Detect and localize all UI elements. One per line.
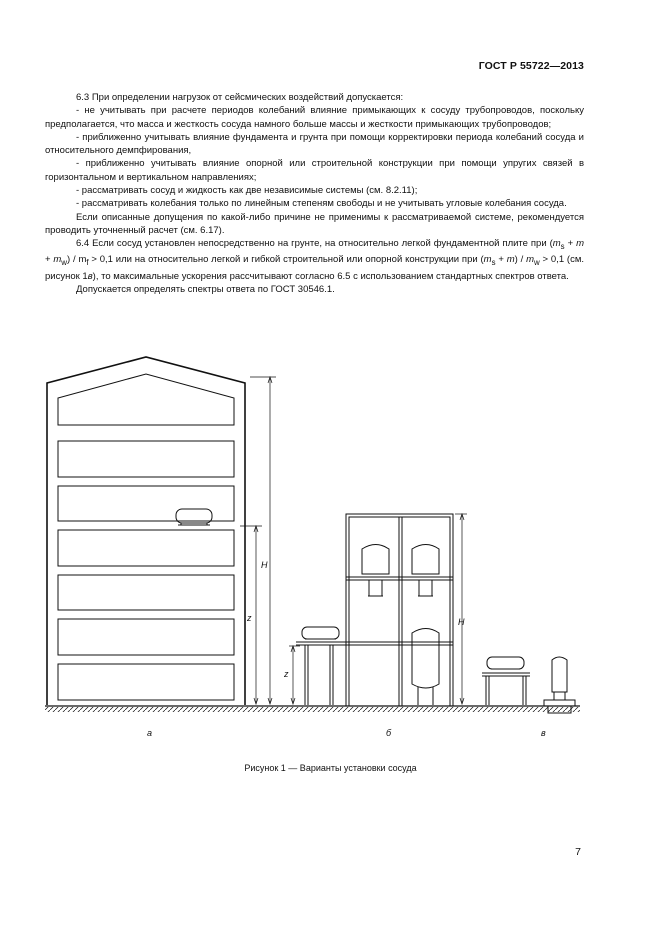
list-item: - рассматривать сосуд и жидкость как две независимые системы (см. 8.2.11);	[76, 185, 418, 197]
building-a	[47, 357, 276, 705]
list-item: - рассматривать колебания только по линейным степеням свободы и не учитывать угловые колебания сосуда.	[76, 198, 567, 210]
vessel-vertical-upper-left	[362, 545, 389, 597]
dimension-label-z: z	[247, 613, 252, 623]
section-6-3-intro: 6.3 При определении нагрузок от сейсмических воздействий допускается:	[76, 92, 404, 103]
vessel-horizontal	[176, 509, 212, 525]
vessel-vertical-upper-right	[412, 545, 439, 597]
document-header: ГОСТ Р 55722—2013	[478, 60, 584, 72]
vessel-vertical-lower	[412, 629, 439, 706]
list-item: - приближенно учитывать влияние фундамента и грунта при помощи корректировки периода колебаний сосуда и относительного демпфирования,	[45, 131, 584, 157]
list-item: - не учитывать при расчете периодов колебаний влияние примыкающих к сосуду трубопроводов, поскольку предполагается, что масса и жесткость сосуда намного больше массы и жесткости примыкающих трубопроводов;	[45, 105, 584, 130]
figure-caption: Рисунок 1 — Варианты установки сосуда	[244, 763, 417, 773]
section-6-4-paragraph: 6.4 Если сосуд установлен непосредственно на грунте, на относительно легкой фундаментной плите при $(m_s + m + m_w) / m_f > 0,1$ или на относительно легкой и гибкой строительной или опорной конструкции при $(m_s + m) / m_w > 0,1$ (см. рисунок 1в), то максимальные ускорения рассчитывают согласно 6.5 с использованием стандартных спектров ответа.	[45, 238, 585, 282]
subfigure-label-b: б	[386, 728, 392, 738]
frame-b	[289, 514, 467, 706]
ground-vessels-c	[482, 657, 575, 713]
dimension-label-H: H	[458, 617, 465, 627]
section-6-3-note: Если описанные допущения по какой-либо причине не применимы к рассматриваемой системе, рекомендуется проводить уточненный расчет (см. 6.17).	[45, 211, 584, 236]
subfigure-label-a: а	[147, 728, 153, 738]
ground	[45, 706, 580, 712]
dimension-label-H: H	[261, 560, 268, 570]
subfigure-label-c: в	[541, 728, 546, 738]
list-item: - приближенно учитывать влияние опорной или строительной конструкции при помощи упругих связей в горизонтальном и вертикальном направлениях;	[45, 158, 584, 183]
dimension-label-z: z	[284, 669, 289, 679]
page-number: 7	[575, 846, 581, 858]
section-6-4-note: Допускается определять спектры ответа по ГОСТ 30546.1.	[76, 283, 335, 295]
